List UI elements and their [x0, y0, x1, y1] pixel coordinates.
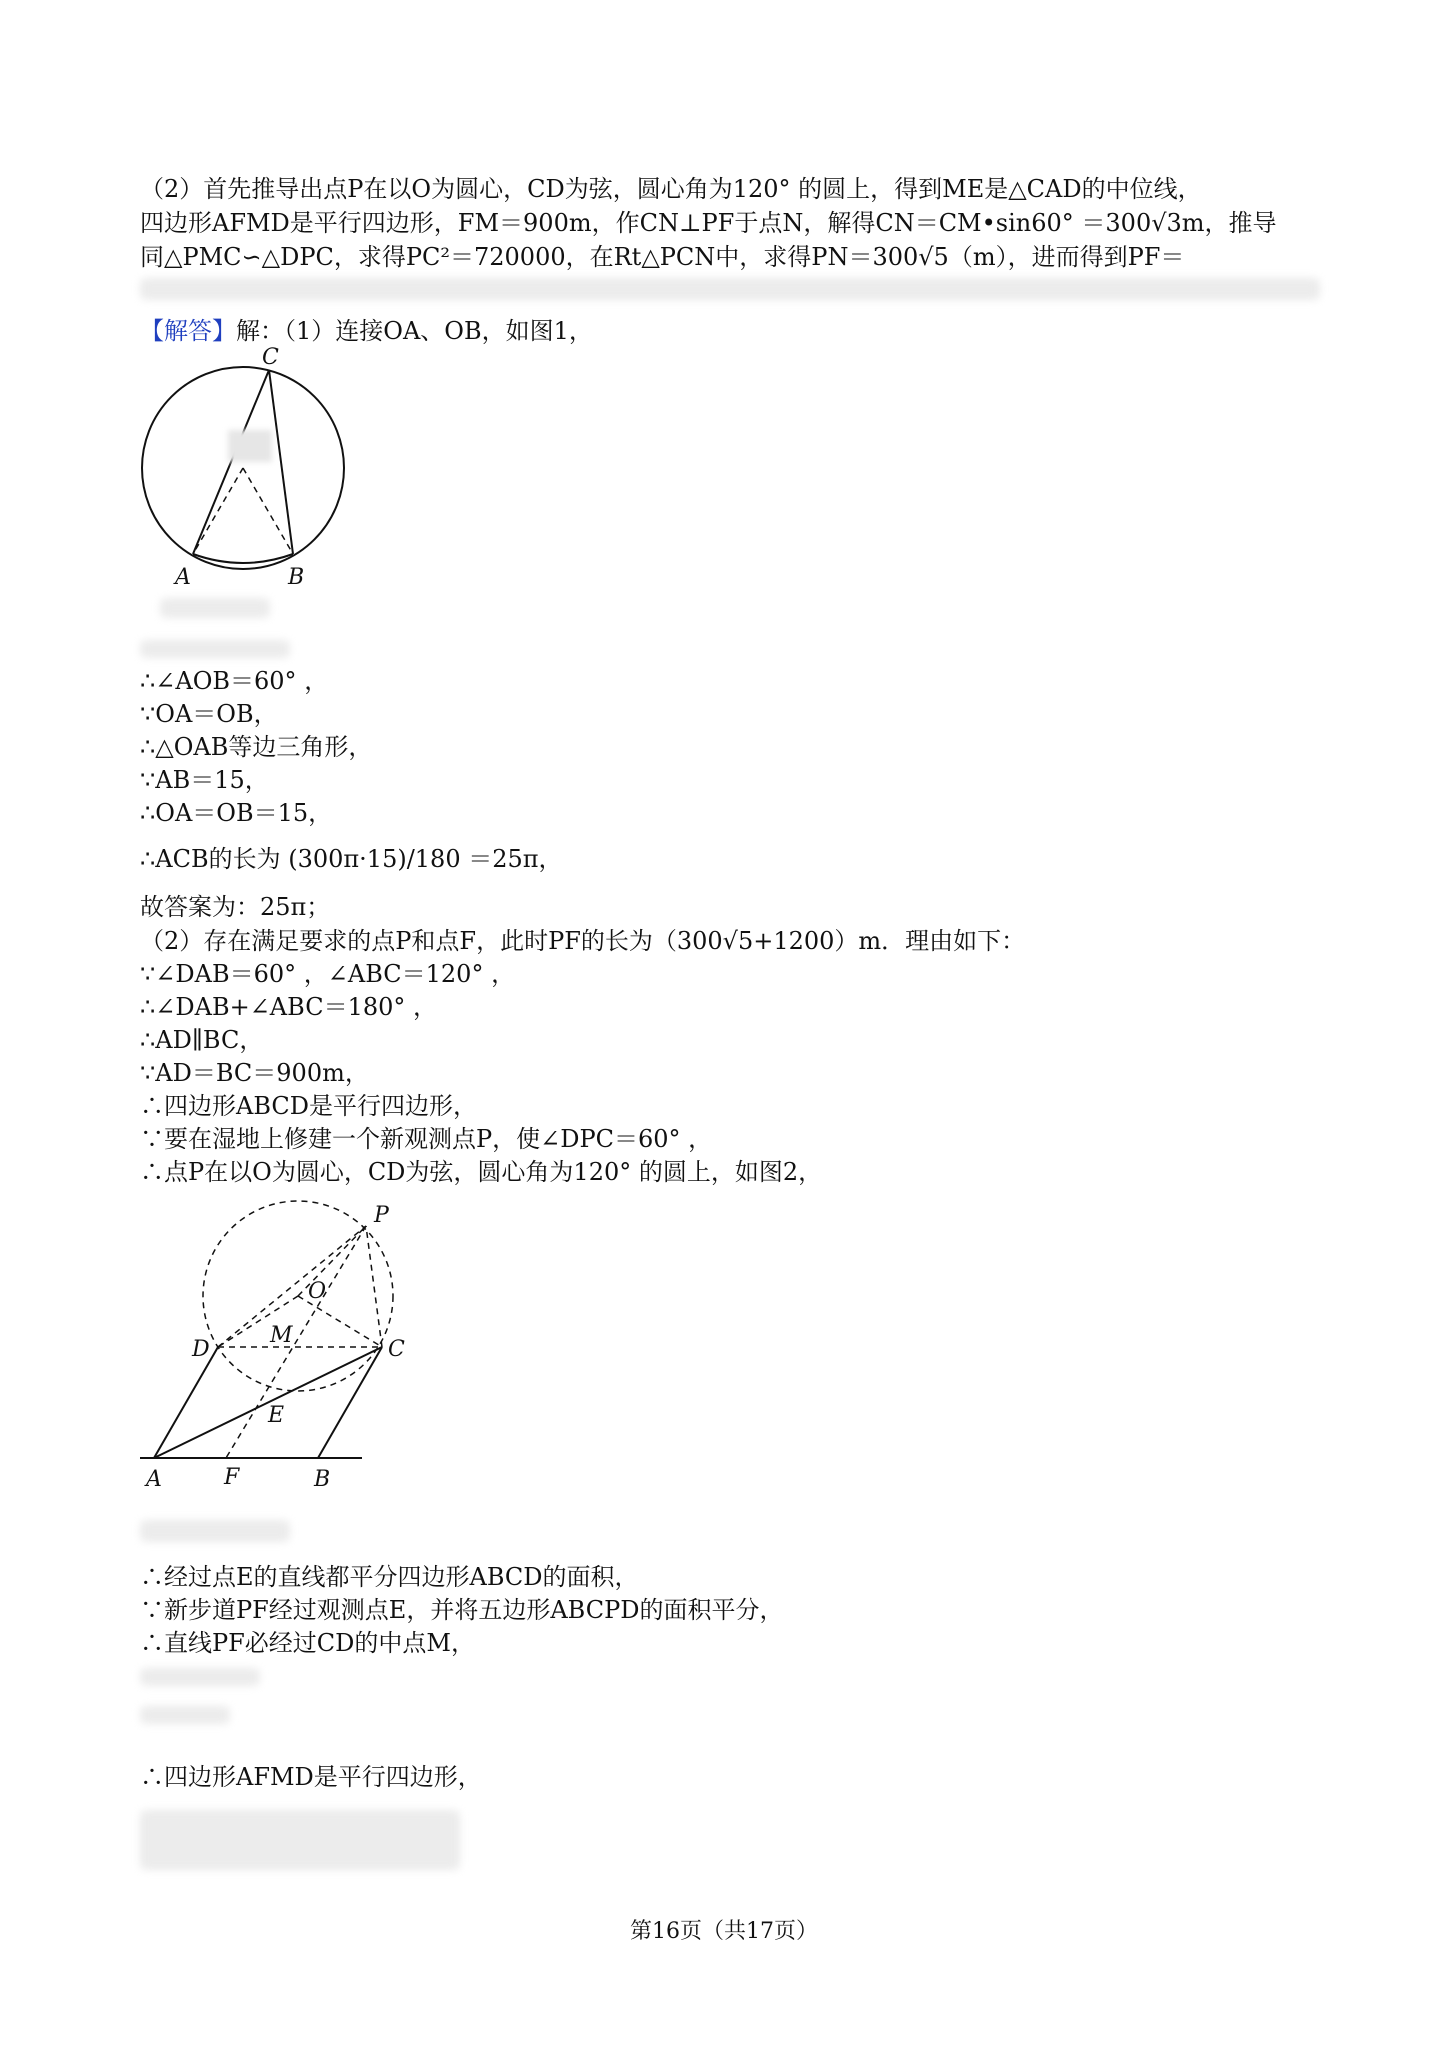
- blurred-region: [140, 1668, 260, 1686]
- blurred-region: [140, 640, 290, 658]
- segment-cp: [366, 1226, 382, 1347]
- step-line: （2）存在满足要求的点P和点F，此时PF的长为（300√5+1200）m．理由如下：: [140, 927, 1026, 955]
- step-line: ∵要在湿地上修建一个新观测点P，使∠DPC＝60° ，: [140, 1125, 713, 1153]
- step-line: ∴AD∥BC，: [140, 1026, 264, 1054]
- label-b2: B: [314, 1467, 331, 1490]
- arc-ab: [193, 554, 293, 563]
- page-footer: 第16页（共17页）: [630, 1919, 818, 1944]
- blurred-region: [140, 1810, 460, 1870]
- blurred-region: [140, 1706, 230, 1724]
- label-m: M: [270, 1323, 293, 1348]
- step-line: ∴OA＝OB＝15，: [140, 799, 333, 827]
- blurred-region: [140, 278, 1320, 300]
- step-line: 故答案为：25π；: [140, 893, 331, 921]
- step-line: ∵∠DAB＝60° ，∠ABC＝120° ，: [140, 960, 516, 988]
- step-line: ∴∠DAB+∠ABC＝180° ，: [140, 993, 438, 1021]
- label-c2: C: [388, 1337, 405, 1362]
- blurred-region: [140, 1520, 290, 1542]
- label-c: C: [262, 345, 279, 370]
- step-line: ∴∠AOB＝60° ，: [140, 667, 329, 695]
- segment-pf: [226, 1226, 366, 1458]
- segment-cb: [269, 370, 293, 554]
- blurred-region: [160, 598, 270, 618]
- step-line: ∴直线PF必经过CD的中点M，: [140, 1629, 475, 1657]
- label-o: O: [308, 1279, 327, 1304]
- step-line: ∵新步道PF经过观测点E，并将五边形ABCPD的面积平分，: [140, 1596, 784, 1624]
- label-a2: A: [146, 1467, 162, 1490]
- step-line: ∵AB＝15，: [140, 766, 269, 794]
- label-f: F: [224, 1465, 240, 1490]
- blurred-label: [228, 430, 272, 462]
- step-line: ∴经过点E的直线都平分四边形ABCD的面积，: [140, 1563, 639, 1591]
- label-e: E: [268, 1403, 285, 1428]
- figure-2: [130, 1190, 430, 1490]
- analysis-line-2: 四边形AFMD是平行四边形，FM＝900m，作CN⊥PF于点N，解得CN＝CM•sin60° ＝300√3m，推导: [140, 209, 1277, 237]
- segment-oa: [193, 468, 243, 554]
- step-line: ∴四边形ABCD是平行四边形，: [140, 1092, 478, 1120]
- step-line: ∴ACB的长为 (300π·15)/180 ＝25π，: [140, 845, 563, 873]
- label-a: A: [175, 565, 191, 590]
- label-d: D: [192, 1337, 210, 1362]
- analysis-line-1: （2）首先推导出点P在以O为圆心，CD为弦，圆心角为120° 的圆上，得到ME是△CAD的中位线，: [140, 175, 1202, 203]
- step-line: ∴四边形AFMD是平行四边形，: [140, 1763, 482, 1791]
- answer-intro-text: 解：（1）连接OA、OB，如图1，: [236, 317, 593, 345]
- step-line: ∴点P在以O为圆心，CD为弦，圆心角为120° 的圆上，如图2，: [140, 1158, 823, 1186]
- step-line: ∵AD＝BC＝900m，: [140, 1059, 369, 1087]
- analysis-line-3: 同△PMC∽△DPC，求得PC²＝720000，在Rt△PCN中，求得PN＝300√5（m），进而得到PF＝: [140, 243, 1185, 271]
- label-b: B: [288, 565, 305, 590]
- figure-1: [130, 340, 370, 600]
- label-p: P: [374, 1203, 389, 1228]
- step-line: ∵OA＝OB，: [140, 700, 278, 728]
- answer-tag: 【解答】: [140, 317, 236, 345]
- step-line: ∴△OAB等边三角形，: [140, 733, 373, 761]
- segment-ob: [243, 468, 293, 554]
